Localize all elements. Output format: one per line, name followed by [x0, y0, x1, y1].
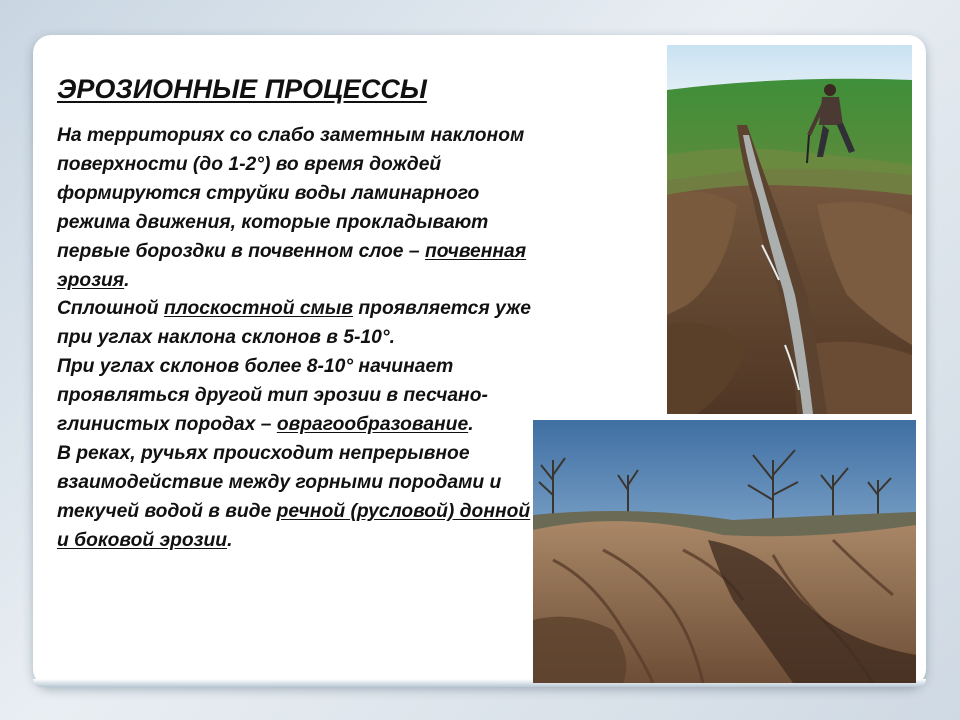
paragraph-sheet-wash [57, 295, 532, 353]
paragraph-river-erosion [57, 440, 532, 556]
slide-body [57, 122, 532, 556]
slide-title: ЭРОЗИОННЫЕ ПРОЦЕССЫ [57, 74, 427, 104]
paragraph-text: При углах склонов более 8-10° начинает проявляться другой тип эрозии в песчано-глинистых породах – [57, 356, 488, 436]
paragraph-text: На территориях со слабо заметным наклоном поверхности (до 1-2°) во время дождей формируются струйки воды ламинарного режима движения, которые прокладывают первые бороздки в почвенном слое – [57, 125, 525, 262]
paragraph-text-end: . [468, 414, 474, 436]
paragraph-text: Сплошной [57, 298, 164, 320]
paragraph-gully-formation [57, 353, 532, 440]
gully-photo-illustration [533, 420, 916, 683]
term-soil-erosion: почвенная эрозия [57, 240, 527, 291]
term-gully-formation: оврагообразование [276, 414, 469, 436]
photo-gully-slope [533, 420, 916, 683]
paragraph-text: В реках, ручьях происходит непрерывное взаимодействие между горными породами и текучей водой в виде [57, 442, 502, 522]
rill-photo-illustration [667, 45, 912, 414]
paragraph-soil-erosion [57, 122, 532, 295]
paragraph-text-end: проявляется уже при углах наклона склонов в 5-10°. [57, 298, 531, 349]
photo-soil-erosion-rill [667, 45, 912, 414]
paragraph-text-end: . [227, 529, 233, 551]
term-river-erosion: речной (русловой) донной и боковой эрозии [57, 500, 531, 551]
paragraph-text-end: . [124, 269, 130, 291]
term-sheet-wash: плоскостной смыв [163, 298, 354, 320]
